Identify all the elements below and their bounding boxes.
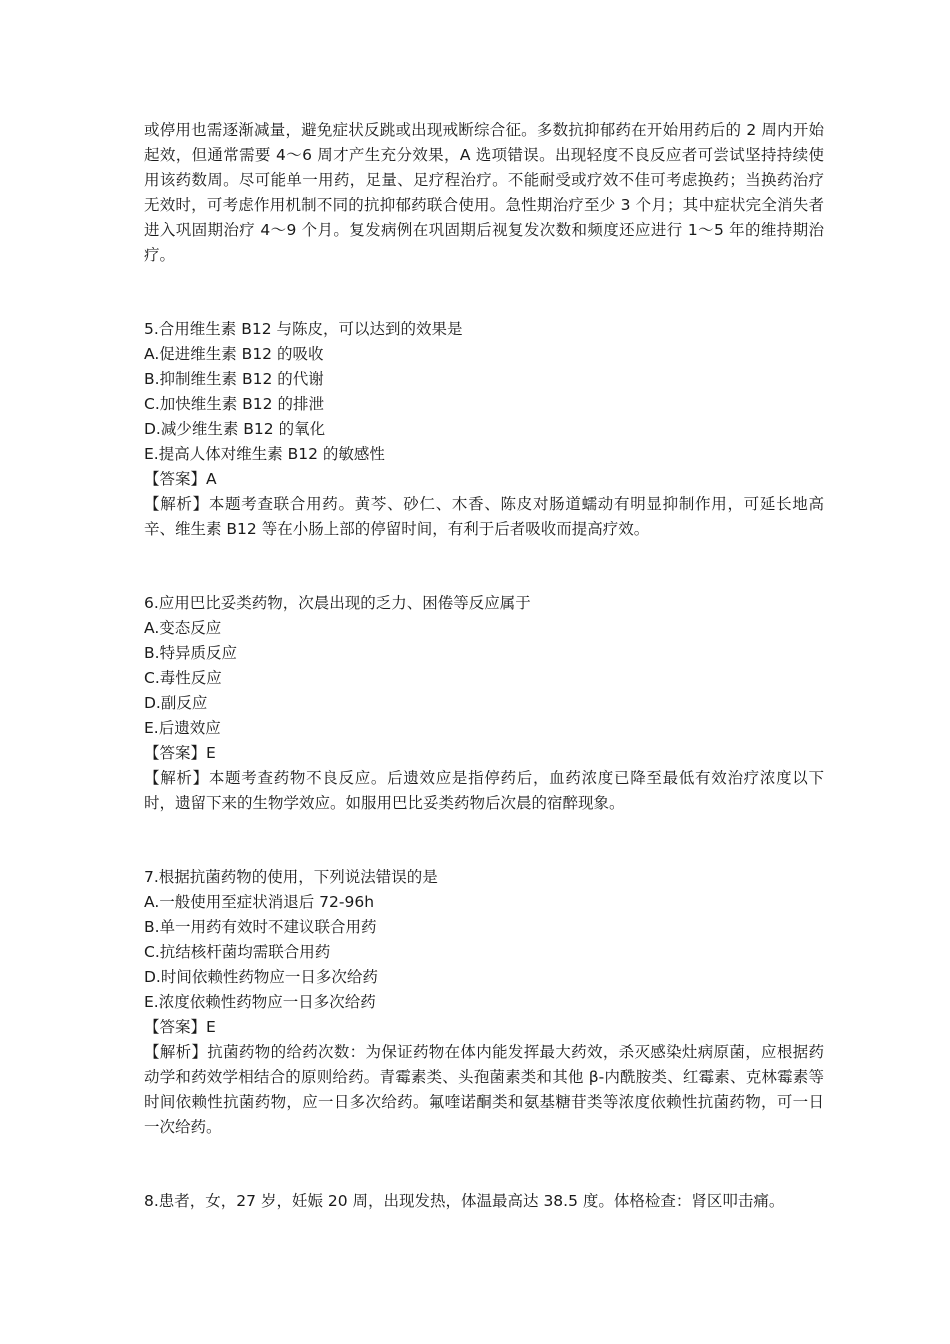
option-b: B.抑制维生素 B12 的代谢 xyxy=(144,370,324,388)
answer: 【答案】E xyxy=(144,1018,216,1036)
answer: 【答案】E xyxy=(144,744,216,762)
option-d: D.时间依赖性药物应一日多次给药 xyxy=(144,968,378,986)
option-c: C.抗结核杆菌均需联合用药 xyxy=(144,943,331,961)
option-e: E.后遗效应 xyxy=(144,719,221,737)
question-5 xyxy=(144,317,824,542)
answer: 【答案】A xyxy=(144,470,217,488)
analysis: 【解析】本题考查联合用药。黄芩、砂仁、木香、陈皮对肠道蠕动有明显抑制作用，可延长地高辛、维生素 B12 等在小肠上部的停留时间，有利于后者吸收而提高疗效。 xyxy=(144,495,824,538)
question-8 xyxy=(144,1189,824,1214)
question-stem: 5.合用维生素 B12 与陈皮，可以达到的效果是 xyxy=(144,320,463,338)
option-e: E.浓度依赖性药物应一日多次给药 xyxy=(144,993,376,1011)
option-a: A.一般使用至症状消退后 72-96h xyxy=(144,893,375,911)
question-6 xyxy=(144,591,824,816)
option-d: D.减少维生素 B12 的氧化 xyxy=(144,420,326,438)
option-b: B.特异质反应 xyxy=(144,644,238,662)
option-c: C.毒性反应 xyxy=(144,669,222,687)
question-stem: 6.应用巴比妥类药物，次晨出现的乏力、困倦等反应属于 xyxy=(144,594,531,612)
intro-paragraph: 或停用也需逐渐减量，避免症状反跳或出现戒断综合征。多数抗抑郁药在开始用药后的 2 周内开始起效，但通常需要 4～6 周才产生充分效果，A 选项错误。出现轻度不良反应者可尝试坚持持续使用该药数周。尽可能单一用药，足量、足疗程治疗。不能耐受或疗效不佳可考虑换药；当换药治疗无效时，可考虑作用机制不同的抗抑郁药联合使用。急性期治疗至少 3 个月；其中症状完全消失者进入巩固期治疗 4～9 个月。复发病例在巩固期后视复发次数和频度还应进行 1～5 年的维持期治疗。 xyxy=(144,121,824,264)
analysis: 【解析】抗菌药物的给药次数：为保证药物在体内能发挥最大药效，杀灭感染灶病原菌，应根据药动学和药效学相结合的原则给药。青霉素类、头孢菌素类和其他 β-内酰胺类、红霉素、克林霉素等时间依赖性抗菌药物，应一日多次给药。氟喹诺酮类和氨基糖苷类等浓度依赖性抗菌药物，可一日一次给药。 xyxy=(144,1043,824,1136)
option-a: A.变态反应 xyxy=(144,619,222,637)
option-c: C.加快维生素 B12 的排泄 xyxy=(144,395,324,413)
document-page xyxy=(144,118,824,1214)
question-stem: 7.根据抗菌药物的使用，下列说法错误的是 xyxy=(144,868,438,886)
question-stem: 8.患者，女，27 岁，妊娠 20 周，出现发热，体温最高达 38.5 度。体格检查：肾区叩击痛。 xyxy=(144,1192,785,1210)
question-7 xyxy=(144,865,824,1140)
option-a: A.促进维生素 B12 的吸收 xyxy=(144,345,324,363)
analysis: 【解析】本题考查药物不良反应。后遗效应是指停药后，血药浓度已降至最低有效治疗浓度以下时，遗留下来的生物学效应。如服用巴比妥类药物后次晨的宿醉现象。 xyxy=(144,769,824,812)
option-d: D.副反应 xyxy=(144,694,208,712)
option-b: B.单一用药有效时不建议联合用药 xyxy=(144,918,377,936)
option-e: E.提高人体对维生素 B12 的敏感性 xyxy=(144,445,385,463)
